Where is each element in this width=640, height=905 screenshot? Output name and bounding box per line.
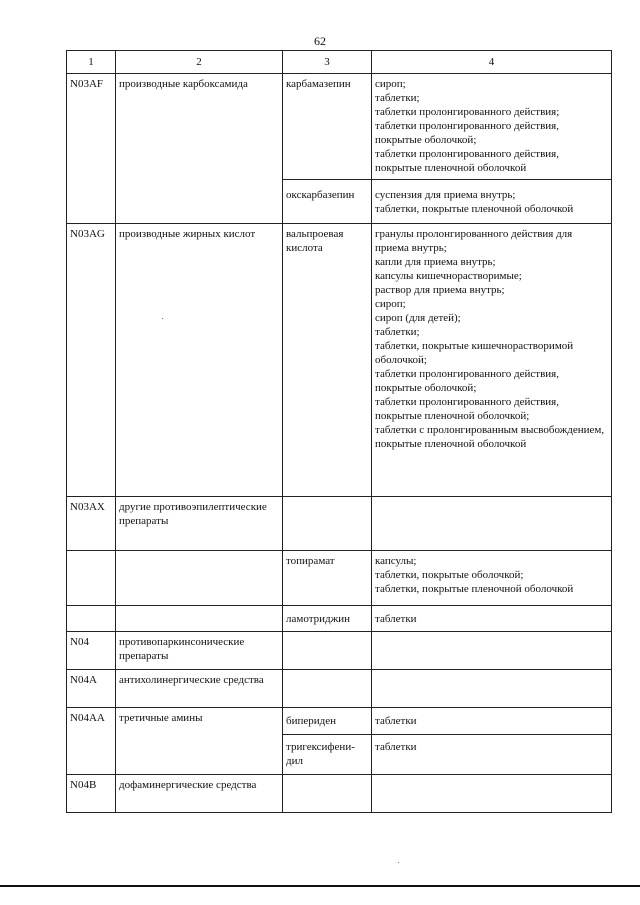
atc-code-cell: N03AG — [67, 224, 116, 497]
form-line: таблетки; — [375, 326, 420, 338]
table-row — [67, 551, 612, 606]
forms-cell — [372, 224, 612, 497]
form-line: капли для приема внутрь; — [375, 256, 496, 268]
drug-cell: бипериден — [283, 708, 372, 735]
drug-cell: вальпроевая кислота — [283, 224, 372, 497]
header-col-3: 3 — [283, 51, 372, 74]
drug-cell: карбамазепин — [283, 74, 372, 180]
form-line: таблетки, покрытые оболочкой; — [375, 569, 524, 581]
header-col-1: 1 — [67, 51, 116, 74]
form-line: таблетки пролонгированного действия, покрытые оболочкой; — [375, 120, 559, 146]
group-cell — [116, 606, 283, 632]
forms-cell — [372, 632, 612, 670]
drug-table — [66, 50, 612, 813]
forms-cell — [372, 735, 612, 775]
atc-code-cell: N04 — [67, 632, 116, 670]
form-line: таблетки пролонгированного действия, покрытые оболочкой; — [375, 368, 559, 394]
drug-cell — [283, 632, 372, 670]
table-body — [67, 74, 612, 813]
table-row — [67, 708, 612, 735]
drug-cell — [283, 775, 372, 813]
atc-code-cell: N03AF — [67, 74, 116, 224]
form-line: сироп; — [375, 78, 406, 90]
forms-cell — [372, 497, 612, 551]
forms-cell — [372, 180, 612, 224]
form-line: раствор для приема внутрь; — [375, 284, 505, 296]
atc-code-cell: N04B — [67, 775, 116, 813]
table-row — [67, 775, 612, 813]
group-cell: антихолинергические средства — [116, 670, 283, 708]
forms-cell — [372, 775, 612, 813]
forms-cell — [372, 606, 612, 632]
page-number: 62 — [314, 34, 326, 48]
drug-cell — [283, 670, 372, 708]
group-cell: производные жирных кислот — [116, 224, 283, 497]
table-row — [67, 632, 612, 670]
group-cell: производные карбоксамида — [116, 74, 283, 224]
atc-code-cell: N03AX — [67, 497, 116, 551]
atc-code-cell — [67, 551, 116, 606]
atc-code-cell: N04AA — [67, 708, 116, 775]
forms-cell — [372, 551, 612, 606]
scan-speck — [162, 318, 163, 319]
drug-cell: тригексифени-дил — [283, 735, 372, 775]
form-line: таблетки пролонгированного действия, покрытые пленочной оболочкой — [375, 148, 559, 174]
form-line: сироп (для детей); — [375, 312, 461, 324]
group-cell: другие противоэпилептические препараты — [116, 497, 283, 551]
form-line: суспензия для приема внутрь; — [375, 189, 516, 201]
form-line: таблетки, покрытые кишечнорастворимой оболочкой; — [375, 340, 574, 366]
form-line: таблетки, покрытые пленочной оболочкой — [375, 583, 574, 595]
group-cell — [116, 551, 283, 606]
form-line: таблетки с пролонгированным высвобождением, покрытые пленочной оболочкой — [375, 424, 605, 450]
form-line: таблетки пролонгированного действия; — [375, 106, 560, 118]
form-line: таблетки пролонгированного действия, покрытые пленочной оболочкой; — [375, 396, 559, 422]
forms-cell — [372, 708, 612, 735]
form-line: таблетки — [375, 741, 417, 753]
table-header-row — [67, 51, 612, 74]
form-line: гранулы пролонгированного действия для приема внутрь; — [375, 228, 573, 254]
group-cell: третичные амины — [116, 708, 283, 775]
forms-cell — [372, 670, 612, 708]
table-row — [67, 606, 612, 632]
form-line: таблетки — [375, 715, 417, 727]
atc-code-cell — [67, 606, 116, 632]
form-line: таблетки; — [375, 92, 420, 104]
footer-rule — [0, 885, 640, 887]
form-line: сироп; — [375, 298, 406, 310]
atc-code-cell: N04A — [67, 670, 116, 708]
form-line: таблетки — [375, 613, 417, 625]
group-cell: противопаркинсонические препараты — [116, 632, 283, 670]
header-col-2: 2 — [116, 51, 283, 74]
drug-cell — [283, 497, 372, 551]
drug-cell: топирамат — [283, 551, 372, 606]
table-row — [67, 670, 612, 708]
group-cell: дофаминергические средства — [116, 775, 283, 813]
table-row — [67, 497, 612, 551]
form-line: капсулы кишечнорастворимые; — [375, 270, 522, 282]
table-row — [67, 74, 612, 180]
header-col-4: 4 — [372, 51, 612, 74]
form-line: таблетки, покрытые пленочной оболочкой — [375, 203, 574, 215]
drug-cell: ламотриджин — [283, 606, 372, 632]
table-row — [67, 224, 612, 497]
forms-cell — [372, 74, 612, 180]
drug-cell: окскарбазепин — [283, 180, 372, 224]
form-line: капсулы; — [375, 555, 417, 567]
scan-speck — [398, 862, 399, 863]
